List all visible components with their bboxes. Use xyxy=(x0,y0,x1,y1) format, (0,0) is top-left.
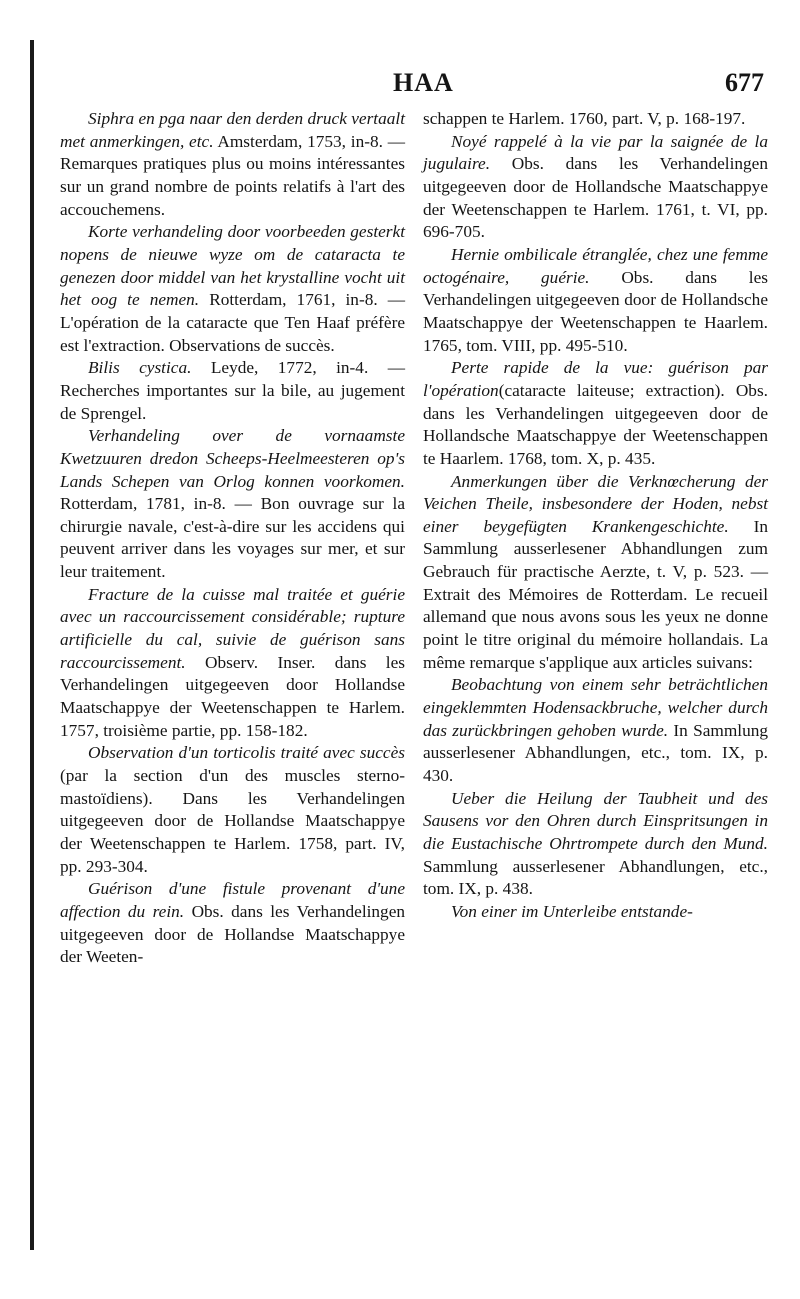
running-head: HAA xyxy=(393,68,454,97)
bibliography-entry: Beobachtung von einem sehr beträchtlichen eingeklemmten Hodensackbruche, welcher durch das zurückbringen gehoben wurde. In Sammlung ausserlesener Abhandlungen, etc., tom. IX, p. 430. xyxy=(423,675,768,786)
bibliography-entry-continued: schappen te Harlem. 1760, part. V, p. 168-197. xyxy=(423,109,746,128)
bibliography-entry: Ueber die Heilung der Taubheit und des Sausens vor den Ohren durch Einspritsungen in die Eustachische Ohrtrompete durch den Mund. Sammlung ausserlesener Abhandlungen, etc., tom. IX, p. 438. xyxy=(423,788,768,899)
bibliography-entry: Korte verhandeling door voorbeeden gesterkt nopens de nieuwe wyze om de cataracta te genezen door middel van het krystalline vocht uit het oog te nemen. Rotterdam, 1761, in-8. — L'opération de la cataracte que Ten Haaf préfère est l'extraction. Observations de succès. xyxy=(60,222,406,355)
bibliography-entry: Guérison d'une fistule provenant d'une affection du rein. Obs. dans les Verhandelingen uitgegeeven door de Hollandse Maatschappye der Weeten- xyxy=(60,879,406,967)
bibliography-entry: Bilis cystica. Leyde, 1772, in-4. — Recherches importantes sur la bile, au jugement de Sprengel. xyxy=(60,358,405,423)
bibliography-entry: Hernie ombilicale étranglée, chez une femme octogénaire, guérie. Obs. dans les Verhandelingen uitgegeeven door de Hollandsche Maatschappye der Weetenschappen te Haarlem. 1765, tom. VIII, pp. 495-510. xyxy=(423,244,768,355)
page-header xyxy=(0,68,800,104)
bibliography-entry: Observation d'un torticolis traité avec succès (par la section d'un des muscles sterno-mastoïdiens). Dans les Verhandelingen uitgegeeven door de Hollandse Maatschappye der Weetenschappen te Harlem. 1758, part. IV, pp. 293-304. xyxy=(60,743,405,876)
bibliography-entry: Anmerkungen über die Verknœcherung der Veichen Theile, insbesondere der Hoden, nebst einer beygefügten Krankengeschichte. In Sammlung ausserlesener Abhandlungen zum Gebrauch für practische Aerzte, t. V, p. 523. — Extrait des Mémoires de Rotterdam. Le recueil allemand que nous avons sous les yeux ne donne point le titre original du mémoire hollandais. La même remarque s'applique aux articles suivans: xyxy=(423,471,768,672)
bibliography-entry: Verhandeling over de vornaamste Kwetzuuren dredon Scheeps-Heelmeesteren op's Lands Schepen van Orlog konnen voorkomen. Rotterdam, 1781, in-8. — Bon ouvrage sur la chirurgie navale, c'est-à-dire sur les accidens qui peuvent arriver dans les voyages sur mer, et sur leur traitement. xyxy=(60,426,405,582)
bibliography-entry: Perte rapide de la vue: guérison par l'opération(cataracte laiteuse; extraction). Obs. dans les Verhandelingen uitgegeeven door de Hollandsche Maatschappye der Weetenschappen te Haarlem. 1768, tom. X, p. 435. xyxy=(423,358,768,468)
bibliography-entry: Siphra en pga naar den derden druck vertaalt met anmerkingen, etc. Amsterdam, 1753, in-8. — Remarques pratiques plus ou moins intéressantes sur un grand nombre de points relatifs à l'art des accouchemens. xyxy=(60,109,405,219)
page-number: 677 xyxy=(725,68,764,97)
left-column xyxy=(60,108,405,969)
right-column xyxy=(423,108,768,924)
bibliography-entry: Fracture de la cuisse mal traitée et guérie avec un raccourcissement considérable; rupture artificielle du cal, suivie de guérison sans raccourcissement. Observ. Inser. dans les Verhandelingen uitgegeeven door Hollandse Maatschappye der Weetenschappen te Harlem. 1757, troisième partie, pp. 158-182. xyxy=(60,584,405,740)
bibliography-entry: Von einer im Unterleibe entstande- xyxy=(451,901,693,921)
bibliography-entry: Noyé rappelé à la vie par la saignée de la jugulaire. Obs. dans les Verhandelingen uitgegeeven door de Hollandsche Maatschappye der Weetenschappen te Harlem. 1761, t. VI, pp. 696-705. xyxy=(423,131,768,242)
margin-rule xyxy=(30,40,34,1250)
